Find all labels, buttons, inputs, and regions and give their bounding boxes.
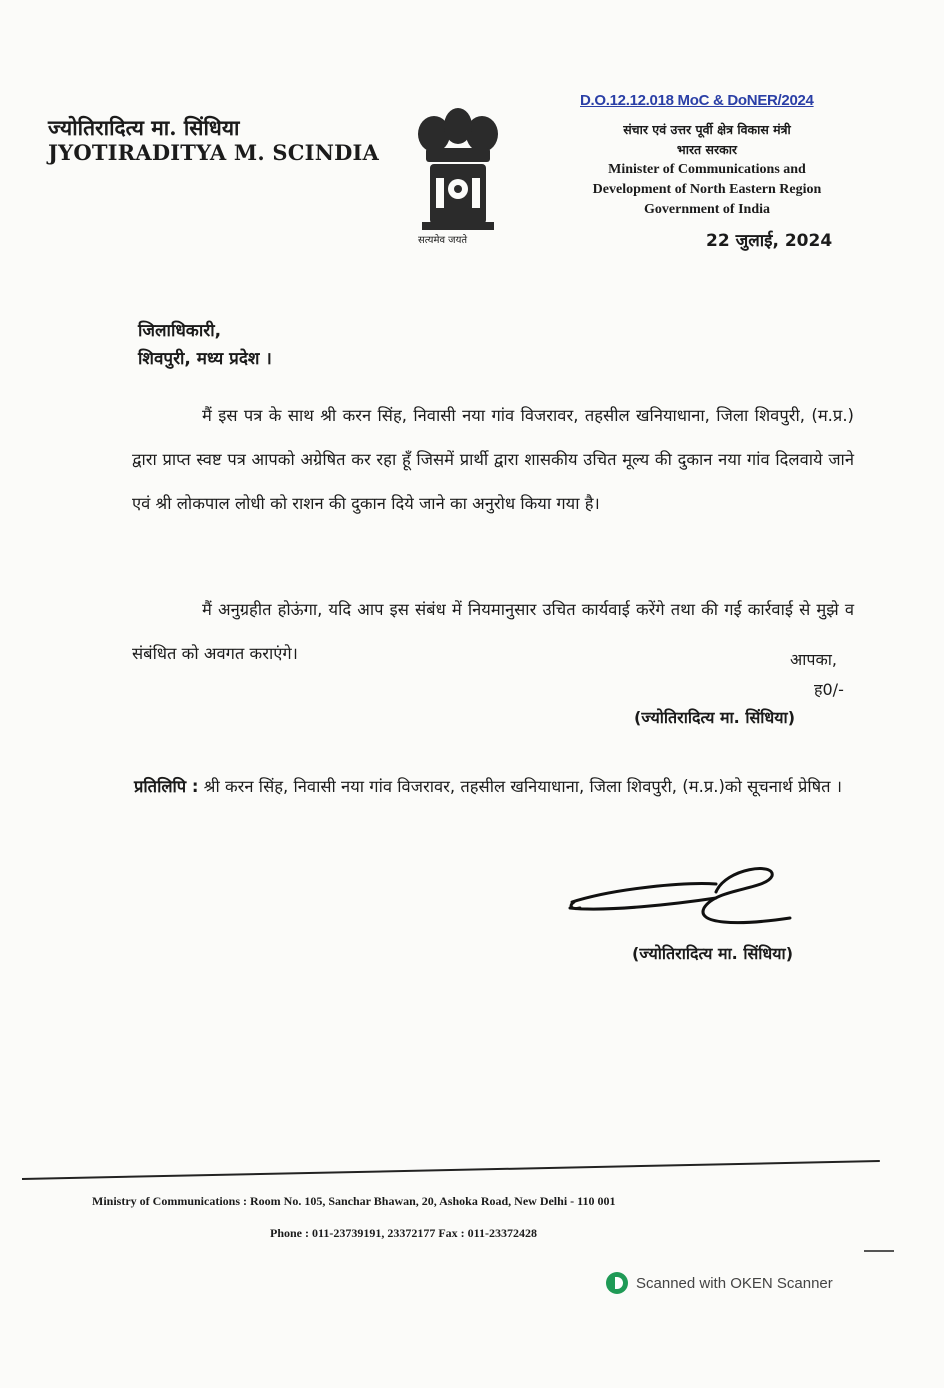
office-government-hindi: भारत सरकार bbox=[676, 142, 738, 157]
oken-scanner-logo-icon bbox=[606, 1272, 628, 1294]
closing-signed-mark: ह0/- bbox=[814, 680, 844, 699]
copy-to-label: प्रतिलिपि : bbox=[134, 777, 199, 796]
copy-to-block bbox=[134, 770, 854, 804]
emblem-motto: सत्यमेव जयते bbox=[418, 235, 468, 246]
signature-name: (ज्योतिरादित्य मा. सिंधिया) bbox=[632, 944, 794, 963]
closing-signatory-name: (ज्योतिरादित्य मा. सिंधिया) bbox=[634, 708, 796, 727]
footer-address: Ministry of Communications : Room No. 105, Sanchar Bhawan, 20, Ashoka Road, New Delhi - 110 001 bbox=[92, 1194, 616, 1208]
footer-divider bbox=[22, 1160, 880, 1180]
scanner-watermark-text: Scanned with OKEN Scanner bbox=[636, 1274, 833, 1292]
copy-to-text: श्री करन सिंह, निवासी नया गांव विजरावर, तहसील खनियाधाना, जिला शिवपुरी, (म.प्र.)को सूचनार्थ प्रेषित । bbox=[203, 777, 843, 796]
footer-contact: Phone : 011-23739191, 23372177 Fax : 011-23372428 bbox=[270, 1226, 537, 1240]
addressee-line-2: शिवपुरी, मध्य प्रदेश । bbox=[138, 349, 272, 369]
office-title-hindi: संचार एवं उत्तर पूर्वी क्षेत्र विकास मंत्री bbox=[623, 122, 791, 137]
scanner-watermark bbox=[606, 1272, 833, 1294]
reference-number: D.O.12.12.018 MoC & DoNER/2024 bbox=[580, 92, 814, 109]
closing-salutation: आपका, bbox=[790, 650, 837, 669]
scan-edge-mark bbox=[864, 1250, 894, 1252]
letter-date: 22 जुलाई, 2024 bbox=[706, 231, 833, 251]
sender-name-english: JYOTIRADITYA M. SCINDIA bbox=[48, 140, 380, 165]
handwritten-signature bbox=[566, 858, 796, 938]
office-title-english-2: Development of North Eastern Region bbox=[592, 182, 822, 197]
office-government-english: Government of India bbox=[644, 202, 770, 217]
body-paragraph-1: मैं इस पत्र के साथ श्री करन सिंह, निवासी नया गांव विजरावर, तहसील खनियाधाना, जिला शिवपुरी, (म.प्र.) द्वारा प्राप्त स्वष्ट पत्र आपको अग्रेषित कर रहा हूँ जिसमें प्रार्थी द्वारा शासकीय उचित मूल्य की दुकान नया गांव दिलवाये जाने एवं श्री लोकपाल लोधी को राशन की दुकान दिये जाने का अनुरोध किया गया है। bbox=[132, 406, 854, 513]
addressee-line-1: जिलाधिकारी, bbox=[138, 321, 222, 341]
office-title-english-1: Minister of Communications and bbox=[608, 162, 806, 177]
body-paragraph-2: मैं अनुग्रहीत होऊंगा, यदि आप इस संबंध में नियमानुसार उचित कार्यवाई करेंगे तथा की गई कार्रवाई से मुझे व संबंधित को अवगत कराएंगे। bbox=[132, 600, 854, 663]
sender-name-hindi: ज्योतिरादित्य मा. सिंधिया bbox=[48, 115, 240, 140]
